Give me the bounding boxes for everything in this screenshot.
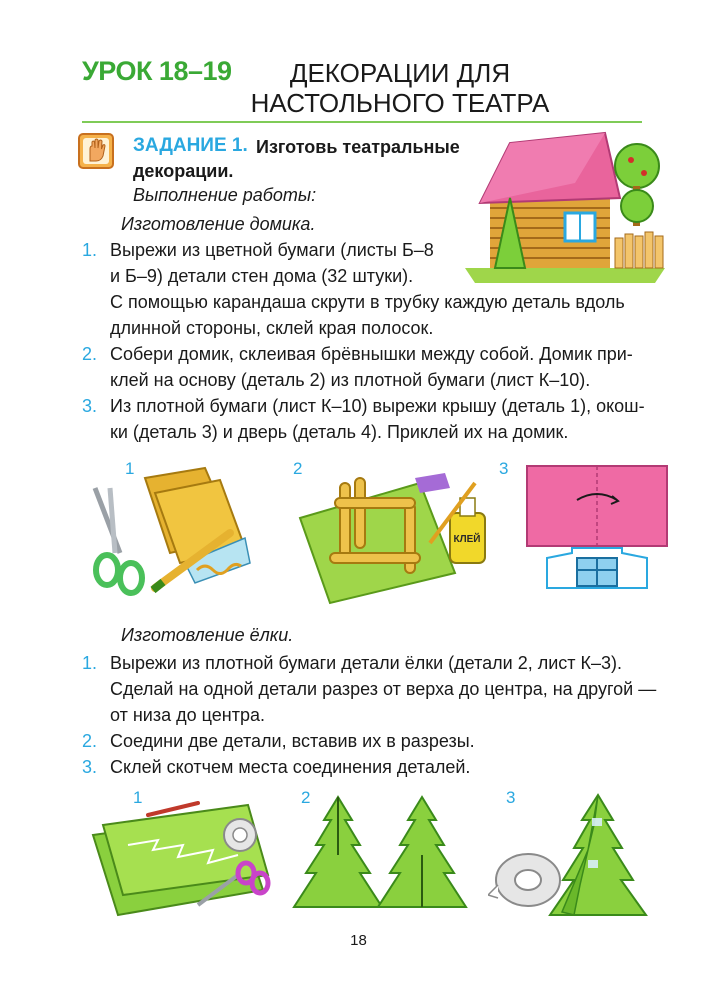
- title-line-1: ДЕКОРАЦИИ ДЛЯ: [289, 58, 511, 88]
- tree-parts-illustration: [290, 795, 480, 920]
- tree-subtitle: Изготовление ёлки.: [121, 625, 294, 645]
- page-title: [230, 58, 570, 118]
- house-illus-2-num: 2: [293, 459, 303, 478]
- tree-step-1-line-2: Сделай на одной детали разрез от верха до центра, на другой —: [110, 679, 657, 699]
- house-step-2-line-2: клей на основу (деталь 2) из плотной бумаги (лист К–10).: [110, 370, 591, 390]
- tape-tree-illustration: [488, 790, 673, 920]
- title-line-2: НАСТОЛЬНОГО ТЕАТРА: [250, 88, 550, 118]
- tree-step-3-num: 3.: [82, 757, 98, 777]
- glue-logs-illustration: [290, 458, 500, 608]
- house-subtitle: Изготовление домика.: [121, 214, 316, 234]
- house-step-2-num: 2.: [82, 344, 98, 364]
- scissors-paper-illustration: [85, 458, 275, 608]
- tree-cutting-illustration: [88, 795, 278, 920]
- house-step-3-line-1: Из плотной бумаги (лист К–10) вырежи крышу (деталь 1), окош-: [110, 396, 645, 416]
- work-label: Выполнение работы:: [133, 185, 317, 205]
- tree-illus-2-num: 2: [301, 788, 311, 807]
- tree-illus-3-num: 3: [506, 788, 516, 807]
- header-divider: [82, 121, 642, 123]
- tree-step-1-line-1: Вырежи из плотной бумаги детали ёлки (детали 2, лист К–3).: [110, 653, 623, 673]
- roof-window-illustration: [512, 458, 677, 608]
- tree-step-3-line-1: Склей скотчем места соединения деталей.: [110, 757, 471, 777]
- house-step-1-num: 1.: [82, 240, 98, 260]
- tree-step-1-line-3: от низа до центра.: [110, 705, 265, 725]
- tree-step-2-line-1: Соедини две детали, вставив их в разрезы.: [110, 731, 475, 751]
- task-label: ЗАДАНИЕ 1.: [133, 135, 248, 156]
- house-step-2-line-1: Собери домик, склеивая брёвнышки между собой. Домик при-: [110, 344, 633, 364]
- house-step-1-line-1: Вырежи из цветной бумаги (листы Б–8: [110, 240, 434, 260]
- task-text-cont: декорации.: [133, 161, 234, 181]
- house-illus-1-num: 1: [125, 459, 135, 478]
- tree-step-2-num: 2.: [82, 731, 98, 751]
- house-illus-3-num: 3: [499, 459, 509, 478]
- house-step-1-line-3: С помощью карандаша скрути в трубку каждую деталь вдоль: [110, 292, 625, 312]
- house-step-3-num: 3.: [82, 396, 98, 416]
- lesson-number: УРОК 18–19: [82, 56, 232, 86]
- house-step-1-line-2: и Б–9) детали стен дома (32 штуки).: [110, 266, 414, 286]
- house-step-1-line-4: длинной стороны, склей края полосок.: [110, 318, 434, 338]
- tree-illus-1-num: 1: [133, 788, 143, 807]
- log-house-illustration: [455, 128, 675, 288]
- task-text: Изготовь театральные: [256, 137, 460, 157]
- glue-label: КЛЕЙ: [453, 534, 481, 545]
- hand-icon: [76, 131, 116, 171]
- tree-step-1-num: 1.: [82, 653, 98, 673]
- house-step-3-line-2: ки (деталь 3) и дверь (деталь 4). Приклей их на домик.: [110, 422, 569, 442]
- page-number: 18: [350, 932, 367, 949]
